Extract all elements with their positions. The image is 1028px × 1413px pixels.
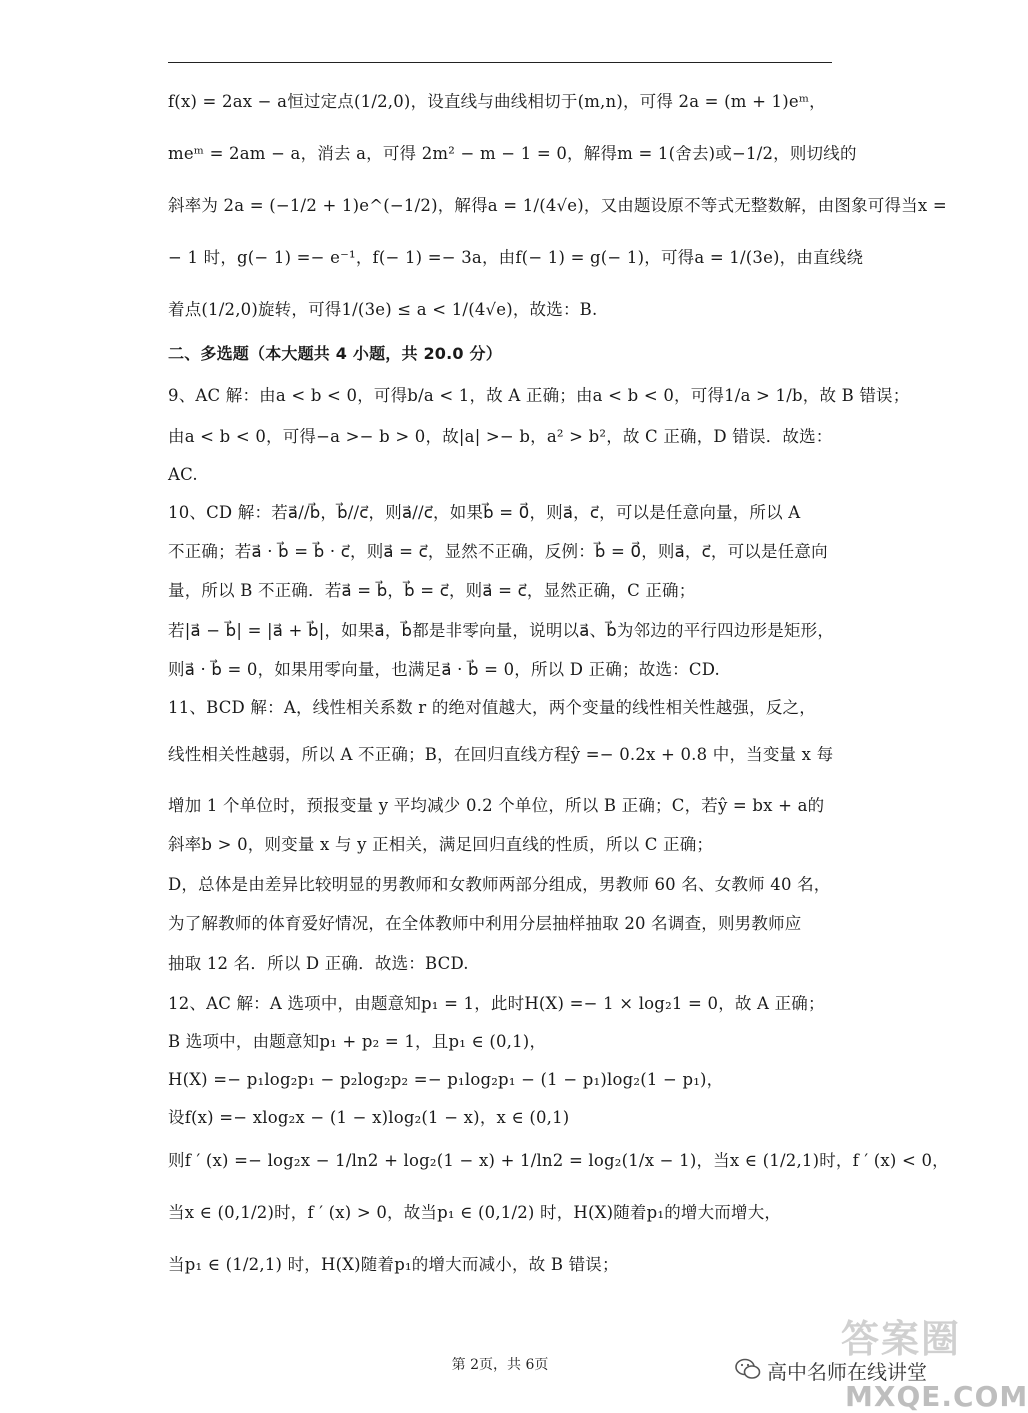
text-line: 11、BCD 解：A，线性相关系数 r 的绝对值越大，两个变量的线性相关性越强，反之， [168, 698, 816, 717]
text-line: 若|a⃗ − b⃗| = |a⃗ + b⃗|，如果a⃗，b⃗都是非零向量，说明以a⃗、b⃗为邻边的平行四边形是矩形， [168, 621, 835, 640]
document-body [168, 86, 949, 1275]
text-line: 不正确；若a⃗ · b⃗ = b⃗ · c⃗，则a⃗ = c⃗，显然不正确，反例：b⃗ = 0⃗，则a⃗，c⃗，可以是任意向 [168, 542, 828, 561]
text-line: 着点(1/2,0)旋转，可得1/(3e) ≤ a < 1/(4√e)，故选：B. [168, 300, 598, 319]
text-line: 9、AC 解：由a < b < 0，可得b/a < 1，故 A 正确；由a < b < 0，可得1/a > 1/b，故 B 错误； [168, 386, 910, 405]
section-heading: 二、多选题（本大题共 4 小题，共 20.0 分） [168, 344, 502, 363]
text-line: 斜率为 2a = (−1/2 + 1)e^(−1/2)，解得a = 1/(4√e)，又由题设原不等式无整数解，由图象可得当x = [168, 196, 947, 215]
page-footer: 第 2页，共 6页 [451, 1357, 549, 1373]
watermark-logo: 答案圈 [841, 1317, 962, 1361]
text-line: 当x ∈ (0,1/2)时，f ′ (x) > 0，故当p₁ ∈ (0,1/2) 时，H(X)随着p₁的增大而增大， [168, 1203, 782, 1222]
text-line: 量，所以 B 不正确．若a⃗ = b⃗，b⃗ = c⃗，则a⃗ = c⃗，显然正确，C 正确； [168, 581, 696, 600]
text-line: 斜率b > 0，则变量 x 与 y 正相关，满足回归直线的性质，所以 C 正确； [168, 835, 714, 854]
watermark [735, 1308, 1028, 1413]
text-line: B 选项中，由题意知p₁ + p₂ = 1，且p₁ ∈ (0,1)， [168, 1032, 547, 1051]
watermark-account-name: 高中名师在线讲堂 [767, 1360, 927, 1384]
text-line: 12、AC 解：A 选项中，由题意知p₁ = 1，此时H(X) =− 1 × log₂1 = 0，故 A 正确； [168, 994, 825, 1013]
text-line: 当p₁ ∈ (1/2,1) 时，H(X)随着p₁的增大而减小，故 B 错误； [168, 1255, 619, 1274]
text-line: 10、CD 解：若a⃗//b⃗，b⃗//c⃗，则a⃗//c⃗，如果b⃗ = 0⃗，则a⃗，c⃗，可以是任意向量，所以 A [168, 503, 801, 522]
text-line: 则a⃗ · b⃗ = 0，如果用零向量，也满足a⃗ · b⃗ = 0，所以 D 正确；故选：CD. [168, 660, 720, 679]
text-line: 由a < b < 0，可得−a >− b > 0，故|a| >− b，a² > b²，故 C 正确，D 错误．故选： [168, 427, 833, 446]
text-line: 线性相关性越弱，所以 A 不正确；B，在回归直线方程ŷ =− 0.2x + 0.8 中，当变量 x 每 [168, 745, 834, 764]
text-line: D，总体是由差异比较明显的男教师和女教师两部分组成，男教师 60 名、女教师 40 名， [168, 875, 831, 894]
text-line: 抽取 12 名．所以 D 正确．故选：BCD. [168, 954, 469, 973]
text-line: 为了解教师的体育爱好情况，在全体教师中利用分层抽样抽取 20 名调查，则男教师应 [168, 914, 802, 933]
text-line: f(x) = 2ax − a恒过定点(1/2,0)，设直线与曲线相切于(m,n)，可得 2a = (m + 1)eᵐ， [168, 92, 826, 111]
text-line: 增加 1 个单位时，预报变量 y 平均减少 0.2 个单位，所以 B 正确；C，若ŷ = bx + a的 [168, 796, 825, 815]
text-line: meᵐ = 2am − a，消去 a，可得 2m² − m − 1 = 0，解得m = 1(舍去)或−1/2，则切线的 [168, 144, 857, 163]
text-line: − 1 时，g(− 1) =− e⁻¹，f(− 1) =− 3a，由f(− 1) = g(− 1)，可得a = 1/(3e)，由直线绕 [168, 248, 864, 267]
header-rule [168, 62, 832, 63]
wechat-icon [735, 1358, 761, 1380]
text-line: H(X) =− p₁log₂p₁ − p₂log₂p₂ =− p₁log₂p₁ − (1 − p₁)log₂(1 − p₁)， [168, 1070, 724, 1089]
text-line: 设f(x) =− xlog₂x − (1 − x)log₂(1 − x)，x ∈ (0,1) [168, 1108, 570, 1127]
watermark-site: MXQE.COM [845, 1380, 1028, 1413]
text-line: 则f ′ (x) =− log₂x − 1/ln2 + log₂(1 − x) + 1/ln2 = log₂(1/x − 1)，当x ∈ (1/2,1)时，f ′ (x) < 0， [168, 1151, 949, 1170]
text-line: AC. [168, 465, 198, 484]
